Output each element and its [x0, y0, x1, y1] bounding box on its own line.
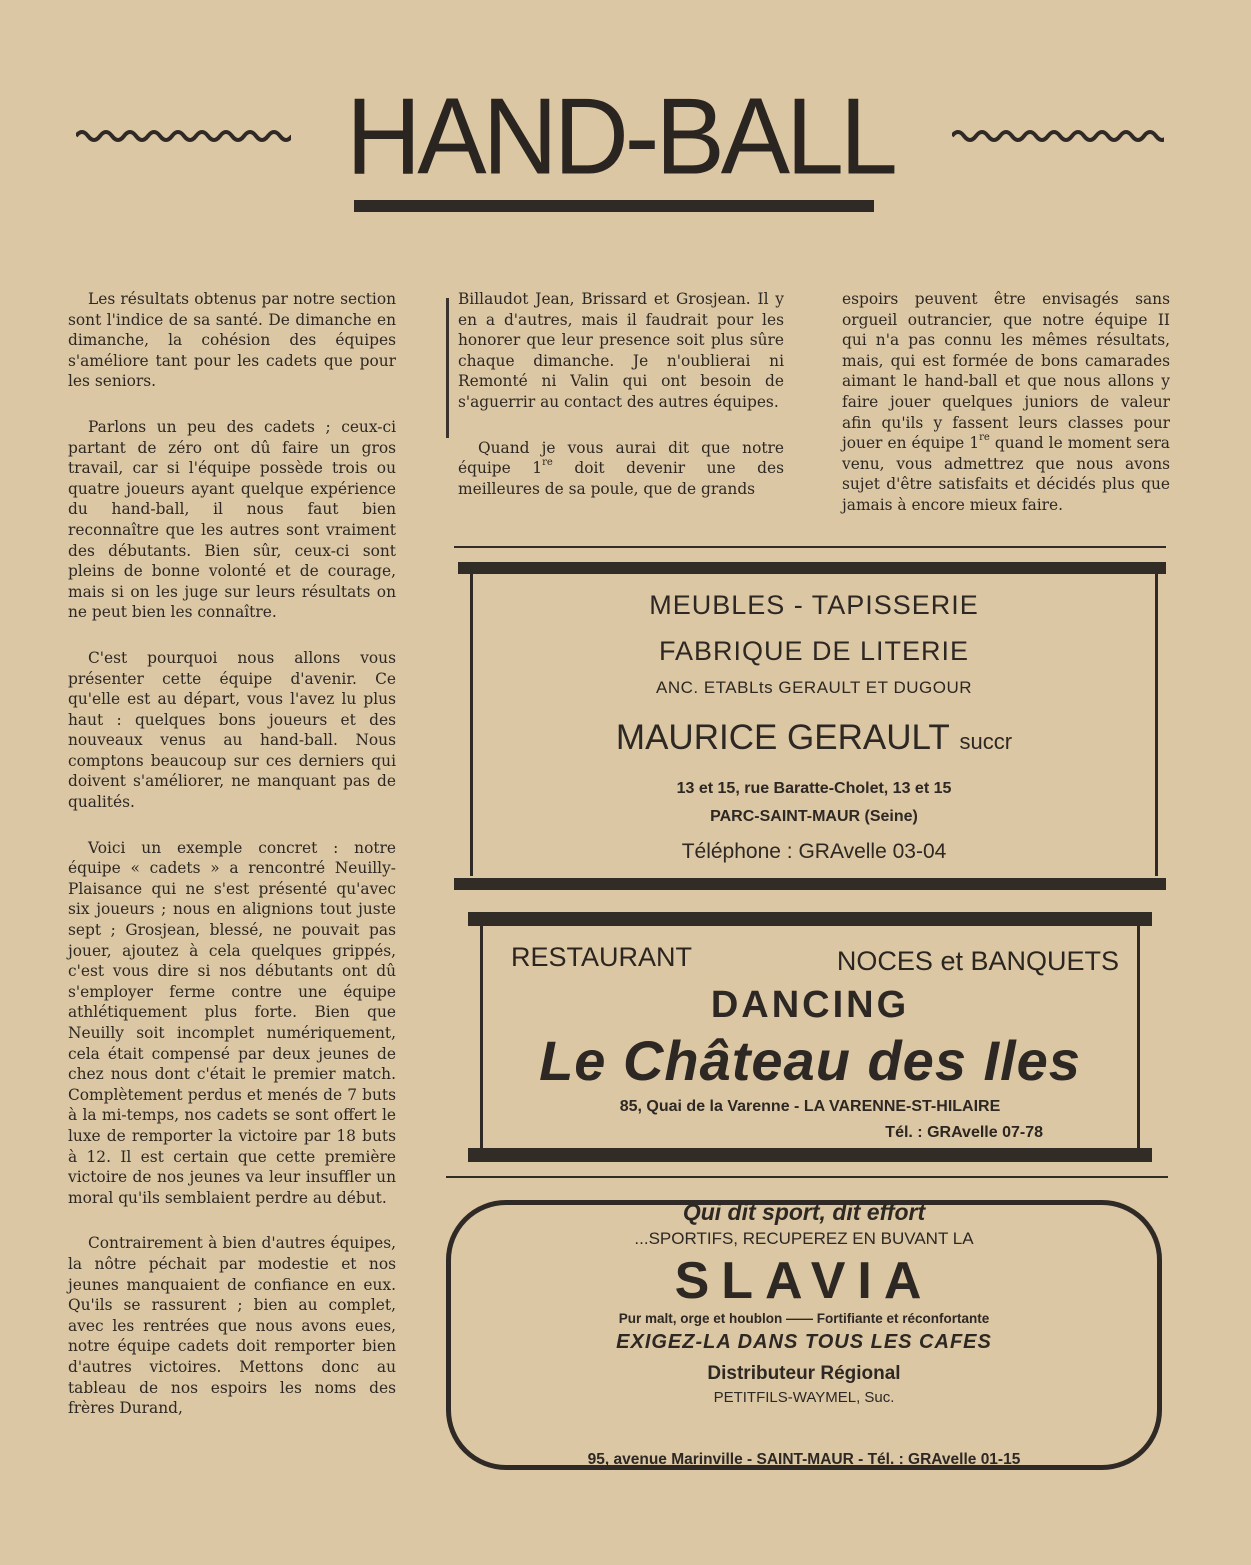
ad-slavia-line2: Pur malt, orge et houblon —— Fortifiante et réconfortante	[618, 1311, 990, 1326]
ad-slavia-line3: EXIGEZ-LA DANS TOUS LES CAFES	[616, 1331, 992, 1353]
ad-restaurant-right: NOCES et BANQUETS	[836, 946, 1119, 976]
ad-restaurant-name: Le Château des Iles	[539, 1029, 1081, 1092]
ad-slavia-address: 95, avenue Marinville - SAINT-MAUR - Tél. : GRAvelle 01-15	[587, 1451, 1021, 1468]
ad-divider	[454, 546, 1166, 548]
page-title: HAND-BALL	[346, 76, 894, 198]
article-paragraph: Quand je vous aurai dit que notre équipe 1re doit devenir une des meilleures de sa poule, que de grands	[458, 438, 784, 498]
ad-slavia-distrib: Distributeur Régional	[707, 1363, 901, 1384]
ad-frame-top	[468, 912, 1152, 926]
article-paragraph: Billaudot Jean, Brissard et Grosjean. Il y en a d'autres, mais il faudrait pour les honorer que leur presence soit plus sûre chaque dimanche. Je n'oublierai ni Remonté ni Valin qui ont besoin de s'aguerrir au contact des autres équipes.	[458, 290, 784, 411]
article-column-1	[68, 289, 396, 1419]
ad-meubles	[470, 574, 1158, 876]
ad-frame-bottom	[468, 1148, 1152, 1162]
ad-restaurant-phone: Tél. : GRAvelle 07-78	[885, 1124, 1043, 1141]
ad-meubles-phone: Téléphone : GRAvelle 03-04	[681, 840, 947, 863]
article-paragraph: Voici un exemple concret : notre équipe « cadets » a rencontré Neuilly-Plaisance qui ne s'est présenté qu'avec six joueurs ; nous en alignions tout juste sept ; Grosjean, blessé, ne pouvait pas jouer, ajoutez à cela quelques grippés, c'est vous dire si nos débutants ont dû s'employer ferme contre une équipe athlétiquement plus forte. Bien que Neuilly soit incomplet numériquement, cela était compensé par deux jeunes de chez nous dont c'était le premier match. Complètement perdus et menés de 7 buts à la mi-temps, nos cadets se sont offert le luxe de remporter la victoire par 18 buts à 12. Il est certain que cette première victoire de nos jeunes va leur insuffler un moral qu'ils semblaient perdre au début.	[68, 838, 396, 1207]
right-wave-ornament	[952, 122, 1164, 146]
article-paragraph: espoirs peuvent être envisagés sans orgueil outrancier, que notre équipe II qui n'a pas connu les mêmes résultats, mais, qui est formée de bons camarades aimant le hand-ball et que nous allons y faire jouer quelques juniors de valeur afin qu'ils y fassent leurs classes pour jouer en équipe 1re quand le moment sera venu, vous admettrez que nous avons sujet d'être satisfaits et décidés plus que jamais à encore mieux faire.	[842, 290, 1170, 514]
ad-restaurant-address: 85, Quai de la Varenne - LA VARENNE-ST-HILAIRE	[619, 1098, 1001, 1115]
left-wave-ornament	[76, 122, 291, 146]
ad-slavia	[446, 1200, 1162, 1470]
ad-restaurant	[480, 926, 1140, 1148]
ad-meubles-address: 13 et 15, rue Baratte-Cholet, 13 et 15	[676, 780, 952, 797]
ad-frame-top	[458, 562, 1166, 574]
ad-slavia-slogan: Qui dit sport, dit effort	[682, 1199, 926, 1225]
article-column-3	[842, 289, 1170, 516]
article-column-2	[458, 289, 784, 499]
ad-meubles-city: PARC-SAINT-MAUR (Seine)	[710, 808, 918, 825]
ad-restaurant-left: RESTAURANT	[511, 942, 693, 972]
article-paragraph: C'est pourquoi nous allons vous présenter cette équipe d'avenir. Ce qu'elle est au départ, vous l'avez lu plus haut : quelques bons joueurs et des nouveaux venus au hand-ball. Nous comptons beaucoup sur ces derniers qui doivent s'améliorer, ne manquant pas de qualités.	[68, 648, 396, 812]
ad-frame-bottom	[454, 878, 1166, 890]
title-underline	[354, 200, 874, 212]
ad-meubles-name: MAURICE GERAULT succr	[615, 718, 1013, 757]
ad-slavia-brand: SLAVIA	[674, 1252, 934, 1310]
ad-meubles-line3: ANC. ETABLts GERAULT ET DUGOUR	[655, 678, 973, 697]
article-paragraph: Contrairement à bien d'autres équipes, la nôtre péchait par modestie et nos jeunes manquaient de confiance en eux. Qu'ils se rassurent ; bien au complet, avec les rentrées que nous avons eues, notre équipe cadets doit remporter bien d'autres victoires. Mettons donc au tableau de nos espoirs les noms des frères Durand,	[68, 1234, 396, 1418]
ad-slavia-line1: ...SPORTIFS, RECUPEREZ EN BUVANT LA	[634, 1229, 974, 1248]
ad-meubles-line1: MEUBLES - TAPISSERIE	[649, 590, 979, 620]
column-divider	[446, 298, 449, 438]
article-paragraph: Parlons un peu des cadets ; ceux-ci partant de zéro ont dû faire un gros travail, car si l'équipe possède trois ou quatre joueurs ayant quelque expérience du hand-ball, il nous faut bien reconnaître que les autres sont vraiment des débutants. Bien sûr, ceux-ci sont pleins de bonne volonté et de courage, mais si on les juge sur leurs résultats on ne peut bien les connaître.	[68, 417, 396, 622]
ad-restaurant-dancing: DANCING	[710, 984, 910, 1026]
ad-meubles-line2: FABRIQUE DE LITERIE	[658, 636, 970, 666]
ad-slavia-distrib-name: PETITFILS-WAYMEL, Suc.	[713, 1389, 895, 1406]
article-paragraph: Les résultats obtenus par notre section sont l'indice de sa santé. De dimanche en dimanche, la cohésion des équipes s'améliore tant pour les cadets que pour les seniors.	[68, 290, 396, 391]
ad-divider	[446, 1176, 1168, 1178]
